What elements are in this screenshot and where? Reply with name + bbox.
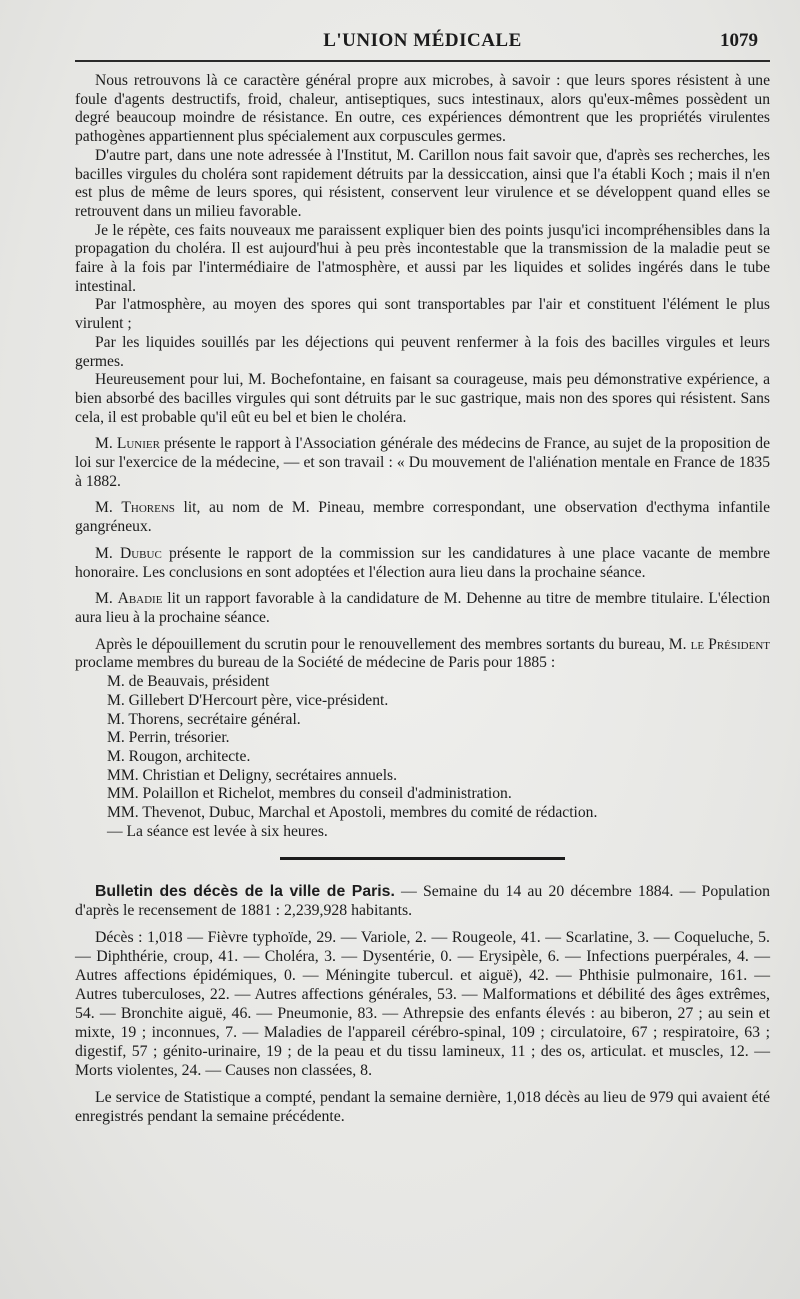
title-president: Président	[708, 635, 770, 653]
list-item: M. Rougon, architecte.	[107, 747, 251, 765]
paragraph-propagation: Je le répète, ces faits nouveaux me paraissent expliquer bien des points jusqu'ici incompréhensibles dans la propagation du choléra. Il est aujourd'hui à peu près incontestable que la transmission de la maladie peut se faire à la fois par l'intermédiaire de l'atmosphère, et aussi par les liquides et solides ingérés dans le tube intestinal.	[75, 221, 770, 295]
header-rule	[75, 60, 770, 62]
bulletin-section	[75, 882, 770, 1126]
name-thorens: Thorens	[121, 499, 175, 517]
list-item: MM. Thevenot, Dubuc, Marchal et Apostoli, membres du comité de rédaction.	[107, 804, 598, 822]
paragraph-thorens: M. Thorens lit, au nom de M. Pineau, membre correspondant, une observation d'ecthyma infantile gangréneux.	[75, 499, 771, 536]
list-item: M. Thorens, secrétaire général.	[107, 710, 301, 728]
bulletin-service: Le service de Statistique a compté, pendant la semaine dernière, 1,018 décès au lieu de 979 qui avaient été enregistrés pendant la semaine précédente.	[75, 1089, 770, 1126]
article-body	[75, 72, 770, 1126]
list-item: M. de Beauvais, président	[107, 673, 270, 691]
paragraph-scrutin: Après le dépouillement du scrutin pour le renouvellement des membres sortants du bureau, M. le Président proclame membres du bureau de la Société de médecine de Paris pour 1885 :	[75, 635, 770, 672]
paragraph-liquides: Par les liquides souillés par les déjections qui peuvent renfermer à la fois des bacilles virgules et leurs germes.	[75, 333, 770, 370]
list-item: M. Perrin, trésorier.	[107, 729, 230, 747]
journal-title: L'UNION MÉDICALE	[323, 30, 522, 51]
paragraph-bochefontaine: Heureusement pour lui, M. Bochefontaine, en faisant sa courageuse, mais peu démonstrative expérience, a bien absorbé des bacilles virgules qui sont détruits par le suc gastrique, mais non des spores qui résistent. Sans cela, il est probable qu'il eût eu bel et bien le choléra.	[75, 371, 770, 426]
list-item: MM. Polaillon et Richelot, membres du conseil d'administration.	[107, 785, 512, 803]
paragraph-lunier: M. Lunier présente le rapport à l'Association générale des médecins de France, au sujet de la proposition de loi sur l'exercice de la médecine, — et son travail : « Du mouvement de l'aliénation mentale en France de 1835 à 1882.	[75, 435, 770, 490]
bureau-list	[75, 673, 770, 841]
page-number: 1079	[720, 30, 758, 51]
section-divider	[280, 857, 565, 860]
bulletin-deces: Décès : 1,018 — Fièvre typhoïde, 29. — Variole, 2. — Rougeole, 41. — Scarlatine, 3. — Coqueluche, 5. — Diphthérie, croup, 41. — Choléra, 3. — Dysentérie, 0. — Erysipèle, 6. — Infections puerpérales, 4. — Autres affections épidémiques, 0. — Méningite tubercul. et aiguë), 42. — Phthisie pulmonaire, 161. — Autres tuberculoses, 22. — Autres affections générales, 53. — Malformations et débilité des âges extrêmes, 54. — Bronchite aiguë, 46. — Pneumonie, 83. — Athrepsie des enfants élevés : au biberon, 27 ; au sein et mixte, 19 ; inconnues, 7. — Maladies de l'appareil cérébro-spinal, 109 ; circulatoire, 67 ; respiratoire, 63 ; digestif, 57 ; génito-urinaire, 19 ; de la peau et du tissu lamineux, 11 ; des os, articulat. et muscles, 12. — Morts violentes, 24. — Causes non classées, 8.	[75, 929, 770, 1080]
list-item: MM. Christian et Deligny, secrétaires annuels.	[107, 766, 397, 784]
paragraph-atmosphere: Par l'atmosphère, au moyen des spores qui sont transportables par l'air et constituent l'élément le plus virulent ;	[75, 296, 770, 333]
paragraph-carillon: D'autre part, dans une note adressée à l'Institut, M. Carillon nous fait savoir que, d'après ses recherches, les bacilles virgules du choléra sont rapidement détruits par la dessiccation, ainsi que l'a établi Koch ; mais il n'en est plus de même de leurs spores, qui résistent, conservent leur virulence et se développent quand elles se retrouvent dans un milieu favorable.	[75, 146, 770, 220]
running-head	[75, 30, 770, 60]
list-item: — La séance est levée à six heures.	[107, 822, 328, 840]
bulletin-heading: Bulletin des décès de la ville de Paris.	[95, 883, 395, 901]
list-item: M. Gillebert D'Hercourt père, vice-président.	[107, 691, 389, 709]
name-dubuc: Dubuc	[119, 544, 162, 562]
name-lunier: Lunier	[116, 435, 160, 453]
name-abadie: Abadie	[117, 590, 163, 608]
paragraph-dubuc: M. Dubuc présente le rapport de la commission sur les candidatures à une place vacante de membre honoraire. Les conclusions en sont adoptées et l'élection aura lieu dans la prochaine séance.	[75, 544, 770, 581]
bulletin-intro: Bulletin des décès de la ville de Paris. — Semaine du 14 au 20 décembre 1884. — Population d'après le recensement de 1881 : 2,239,928 habitants.	[75, 883, 771, 920]
paragraph-abadie: M. Abadie lit un rapport favorable à la candidature de M. Dehenne au titre de membre titulaire. L'élection aura lieu à la prochaine séance.	[75, 590, 771, 626]
paragraph-microbes: Nous retrouvons là ce caractère général propre aux microbes, à savoir : que leurs spores résistent à une foule d'agents destructifs, froid, chaleur, antiseptiques, sucs intestinaux, alors qu'eux-mêmes possèdent un degré beaucoup moindre de résistance. En outre, ces expériences démontrent que les propriétés virulentes pathogènes appartiennent plus spécialement aux corpuscules germes.	[75, 72, 770, 146]
